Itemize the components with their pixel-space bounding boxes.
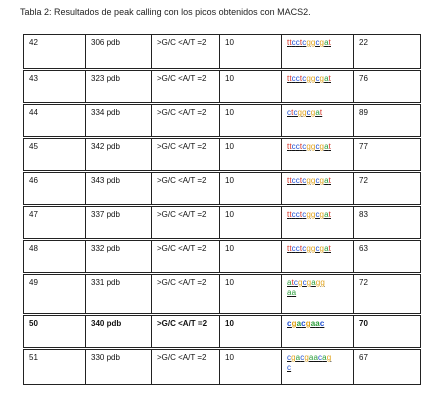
score-cell: 10 bbox=[220, 172, 282, 206]
table-row bbox=[24, 240, 421, 274]
count-cell: 76 bbox=[354, 70, 421, 104]
nucleotide-base: g bbox=[306, 142, 311, 151]
nucleotide-base: t bbox=[287, 210, 290, 219]
mutation-cell: >G/C <A/T =2 bbox=[152, 240, 220, 274]
nucleotide-base: c bbox=[295, 74, 300, 83]
nucleotide-base: c bbox=[302, 38, 307, 47]
nucleotide-base: t bbox=[289, 210, 292, 219]
nucleotide-base: a bbox=[324, 142, 329, 151]
peak-id-cell: 44 bbox=[24, 104, 86, 138]
nucleotide-base: c bbox=[319, 319, 325, 328]
nucleotide-base: g bbox=[291, 353, 296, 362]
nucleotide-base: g bbox=[319, 38, 325, 47]
mutation-cell: >G/C <A/T =2 bbox=[152, 206, 220, 240]
score-cell: 10 bbox=[220, 240, 282, 274]
nucleotide-base: c bbox=[287, 363, 292, 372]
nucleotide-base: g bbox=[310, 210, 316, 219]
nucleotide-base: t bbox=[287, 176, 290, 185]
nucleotide-base: c bbox=[302, 210, 307, 219]
sequence-cell bbox=[282, 274, 354, 315]
mutation-cell: >G/C <A/T =2 bbox=[152, 349, 220, 385]
table-row bbox=[24, 35, 421, 70]
nucleotide-base: a bbox=[311, 278, 316, 287]
motif-sequence bbox=[287, 142, 331, 151]
nucleotide-base: g bbox=[306, 244, 311, 253]
nucleotide-base: c bbox=[302, 176, 307, 185]
nucleotide-base: g bbox=[291, 319, 297, 328]
nucleotide-base: c bbox=[302, 74, 307, 83]
nucleotide-base: t bbox=[291, 278, 294, 287]
nucleotide-base: t bbox=[328, 244, 331, 253]
score-cell: 10 bbox=[220, 70, 282, 104]
sequence-cell bbox=[282, 206, 354, 240]
count-cell: 67 bbox=[354, 349, 421, 385]
nucleotide-base: g bbox=[310, 142, 316, 151]
score-cell: 10 bbox=[220, 206, 282, 240]
nucleotide-base: c bbox=[306, 108, 311, 117]
peak-id-cell: 43 bbox=[24, 70, 86, 104]
nucleotide-base: c bbox=[295, 244, 300, 253]
table-row bbox=[24, 104, 421, 138]
peak-size-cell: 332 pdb bbox=[86, 240, 152, 274]
nucleotide-base: g bbox=[306, 38, 311, 47]
nucleotide-base: t bbox=[328, 38, 331, 47]
nucleotide-base: a bbox=[322, 353, 327, 362]
nucleotide-base: a bbox=[324, 244, 329, 253]
nucleotide-base: a bbox=[287, 288, 292, 297]
score-cell: 10 bbox=[220, 104, 282, 138]
count-cell: 72 bbox=[354, 274, 421, 315]
nucleotide-base: c bbox=[315, 142, 320, 151]
motif-sequence bbox=[287, 210, 331, 219]
sequence-cell bbox=[282, 240, 354, 274]
nucleotide-base: g bbox=[297, 108, 303, 117]
sequence-cell bbox=[282, 138, 354, 172]
nucleotide-base: c bbox=[315, 74, 320, 83]
nucleotide-base: c bbox=[287, 319, 292, 328]
nucleotide-base: g bbox=[326, 353, 332, 362]
nucleotide-base: t bbox=[299, 142, 303, 151]
sequence-cell bbox=[282, 349, 354, 385]
table-row bbox=[24, 172, 421, 206]
nucleotide-base: g bbox=[319, 244, 325, 253]
nucleotide-base: a bbox=[315, 319, 320, 328]
nucleotide-base: c bbox=[315, 38, 320, 47]
nucleotide-base: t bbox=[289, 142, 292, 151]
nucleotide-base: t bbox=[299, 244, 303, 253]
table-row bbox=[24, 206, 421, 240]
sequence-cell bbox=[282, 315, 354, 349]
motif-sequence bbox=[287, 38, 331, 47]
peak-id-cell: 45 bbox=[24, 138, 86, 172]
motif-sequence bbox=[287, 278, 325, 297]
table-row bbox=[24, 349, 421, 385]
table-row bbox=[24, 274, 421, 315]
nucleotide-base: t bbox=[328, 210, 331, 219]
nucleotide-base: t bbox=[328, 176, 331, 185]
table-row bbox=[24, 70, 421, 104]
score-cell: 10 bbox=[220, 138, 282, 172]
motif-sequence bbox=[287, 244, 331, 253]
peak-id-cell: 42 bbox=[24, 35, 86, 70]
nucleotide-base: c bbox=[295, 38, 300, 47]
nucleotide-base: t bbox=[287, 244, 290, 253]
nucleotide-base: g bbox=[319, 210, 325, 219]
count-cell: 89 bbox=[354, 104, 421, 138]
sequence-cell bbox=[282, 172, 354, 206]
peak-size-cell: 342 pdb bbox=[86, 138, 152, 172]
peak-id-cell: 47 bbox=[24, 206, 86, 240]
nucleotide-base: a bbox=[287, 278, 292, 287]
nucleotide-base: c bbox=[295, 210, 300, 219]
motif-sequence bbox=[287, 74, 331, 83]
nucleotide-base: t bbox=[328, 142, 331, 151]
nucleotide-base: c bbox=[301, 319, 306, 328]
nucleotide-base: t bbox=[299, 38, 303, 47]
nucleotide-base: c bbox=[315, 244, 320, 253]
nucleotide-base: t bbox=[287, 38, 290, 47]
nucleotide-base: g bbox=[302, 108, 307, 117]
nucleotide-base: c bbox=[302, 244, 307, 253]
mutation-cell: >G/C <A/T =2 bbox=[152, 274, 220, 315]
nucleotide-base: a bbox=[296, 319, 302, 328]
table-row bbox=[24, 138, 421, 172]
motif-sequence bbox=[287, 108, 322, 117]
motif-sequence bbox=[287, 319, 324, 328]
peak-id-cell: 50 bbox=[24, 315, 86, 349]
nucleotide-base: t bbox=[287, 74, 290, 83]
score-cell: 10 bbox=[220, 274, 282, 315]
peak-id-cell: 49 bbox=[24, 274, 86, 315]
nucleotide-base: c bbox=[302, 142, 307, 151]
motif-sequence bbox=[287, 353, 331, 372]
nucleotide-base: c bbox=[295, 176, 300, 185]
nucleotide-base: g bbox=[306, 210, 311, 219]
nucleotide-base: a bbox=[315, 108, 320, 117]
mutation-cell: >G/C <A/T =2 bbox=[152, 138, 220, 172]
nucleotide-base: c bbox=[291, 142, 296, 151]
nucleotide-base: a bbox=[313, 353, 319, 362]
peak-id-cell: 48 bbox=[24, 240, 86, 274]
nucleotide-base: g bbox=[305, 319, 311, 328]
nucleotide-base: g bbox=[310, 74, 316, 83]
peak-size-cell: 323 pdb bbox=[86, 70, 152, 104]
mutation-cell: >G/C <A/T =2 bbox=[152, 70, 220, 104]
nucleotide-base: t bbox=[319, 108, 323, 117]
mutation-cell: >G/C <A/T =2 bbox=[152, 172, 220, 206]
nucleotide-base: c bbox=[291, 74, 296, 83]
nucleotide-base: a bbox=[324, 210, 329, 219]
score-cell: 10 bbox=[220, 35, 282, 70]
nucleotide-base: g bbox=[310, 244, 316, 253]
nucleotide-base: t bbox=[289, 74, 292, 83]
nucleotide-base: a bbox=[324, 176, 329, 185]
nucleotide-base: c bbox=[293, 278, 298, 287]
count-cell: 77 bbox=[354, 138, 421, 172]
nucleotide-base: t bbox=[289, 244, 292, 253]
peak-size-cell: 334 pdb bbox=[86, 104, 152, 138]
nucleotide-base: c bbox=[291, 244, 296, 253]
nucleotide-base: t bbox=[299, 74, 303, 83]
peak-size-cell: 306 pdb bbox=[86, 35, 152, 70]
count-cell: 22 bbox=[354, 35, 421, 70]
nucleotide-base: a bbox=[308, 353, 314, 362]
sequence-cell bbox=[282, 104, 354, 138]
sequence-cell bbox=[282, 35, 354, 70]
nucleotide-base: t bbox=[291, 108, 294, 117]
nucleotide-base: c bbox=[295, 142, 300, 151]
nucleotide-base: g bbox=[310, 108, 316, 117]
peak-size-cell: 337 pdb bbox=[86, 206, 152, 240]
peak-size-cell: 331 pdb bbox=[86, 274, 152, 315]
nucleotide-base: c bbox=[302, 278, 307, 287]
nucleotide-base: g bbox=[319, 176, 325, 185]
table-caption: Tabla 2: Resultados de peak calling con los picos obtenidos con MACS2. bbox=[20, 7, 311, 17]
count-cell: 63 bbox=[354, 240, 421, 274]
peak-table-body bbox=[24, 35, 421, 385]
nucleotide-base: a bbox=[291, 288, 297, 297]
count-cell: 72 bbox=[354, 172, 421, 206]
nucleotide-base: g bbox=[304, 353, 309, 362]
count-cell: 83 bbox=[354, 206, 421, 240]
nucleotide-base: t bbox=[299, 210, 303, 219]
nucleotide-base: g bbox=[319, 74, 325, 83]
nucleotide-base: c bbox=[291, 210, 296, 219]
nucleotide-base: t bbox=[328, 74, 331, 83]
table-row bbox=[24, 315, 421, 349]
nucleotide-base: g bbox=[306, 278, 312, 287]
nucleotide-base: a bbox=[310, 319, 316, 328]
nucleotide-base: a bbox=[324, 38, 329, 47]
nucleotide-base: g bbox=[310, 38, 316, 47]
nucleotide-base: t bbox=[299, 176, 303, 185]
nucleotide-base: g bbox=[310, 176, 316, 185]
peak-size-cell: 340 pdb bbox=[86, 315, 152, 349]
nucleotide-base: c bbox=[287, 108, 292, 117]
nucleotide-base: c bbox=[293, 108, 298, 117]
score-cell: 10 bbox=[220, 349, 282, 385]
score-cell: 10 bbox=[220, 315, 282, 349]
motif-sequence bbox=[287, 176, 331, 185]
nucleotide-base: c bbox=[291, 38, 296, 47]
nucleotide-base: g bbox=[320, 278, 325, 287]
sequence-cell bbox=[282, 70, 354, 104]
nucleotide-base: c bbox=[291, 176, 296, 185]
peak-size-cell: 330 pdb bbox=[86, 349, 152, 385]
nucleotide-base: t bbox=[289, 176, 292, 185]
nucleotide-base: c bbox=[318, 353, 323, 362]
nucleotide-base: g bbox=[298, 278, 303, 287]
peak-size-cell: 343 pdb bbox=[86, 172, 152, 206]
peak-results-table bbox=[23, 34, 421, 385]
nucleotide-base: c bbox=[300, 353, 305, 362]
nucleotide-base: g bbox=[319, 142, 325, 151]
peak-id-cell: 46 bbox=[24, 172, 86, 206]
nucleotide-base: a bbox=[324, 74, 329, 83]
nucleotide-base: c bbox=[315, 210, 320, 219]
count-cell: 70 bbox=[354, 315, 421, 349]
nucleotide-base: g bbox=[306, 74, 311, 83]
nucleotide-base: c bbox=[315, 176, 320, 185]
nucleotide-base: c bbox=[287, 353, 292, 362]
mutation-cell: >G/C <A/T =2 bbox=[152, 104, 220, 138]
nucleotide-base: g bbox=[315, 278, 321, 287]
nucleotide-base: g bbox=[306, 176, 311, 185]
nucleotide-base: a bbox=[295, 353, 301, 362]
nucleotide-base: t bbox=[289, 38, 292, 47]
mutation-cell: >G/C <A/T =2 bbox=[152, 315, 220, 349]
peak-id-cell: 51 bbox=[24, 349, 86, 385]
mutation-cell: >G/C <A/T =2 bbox=[152, 35, 220, 70]
nucleotide-base: t bbox=[287, 142, 290, 151]
